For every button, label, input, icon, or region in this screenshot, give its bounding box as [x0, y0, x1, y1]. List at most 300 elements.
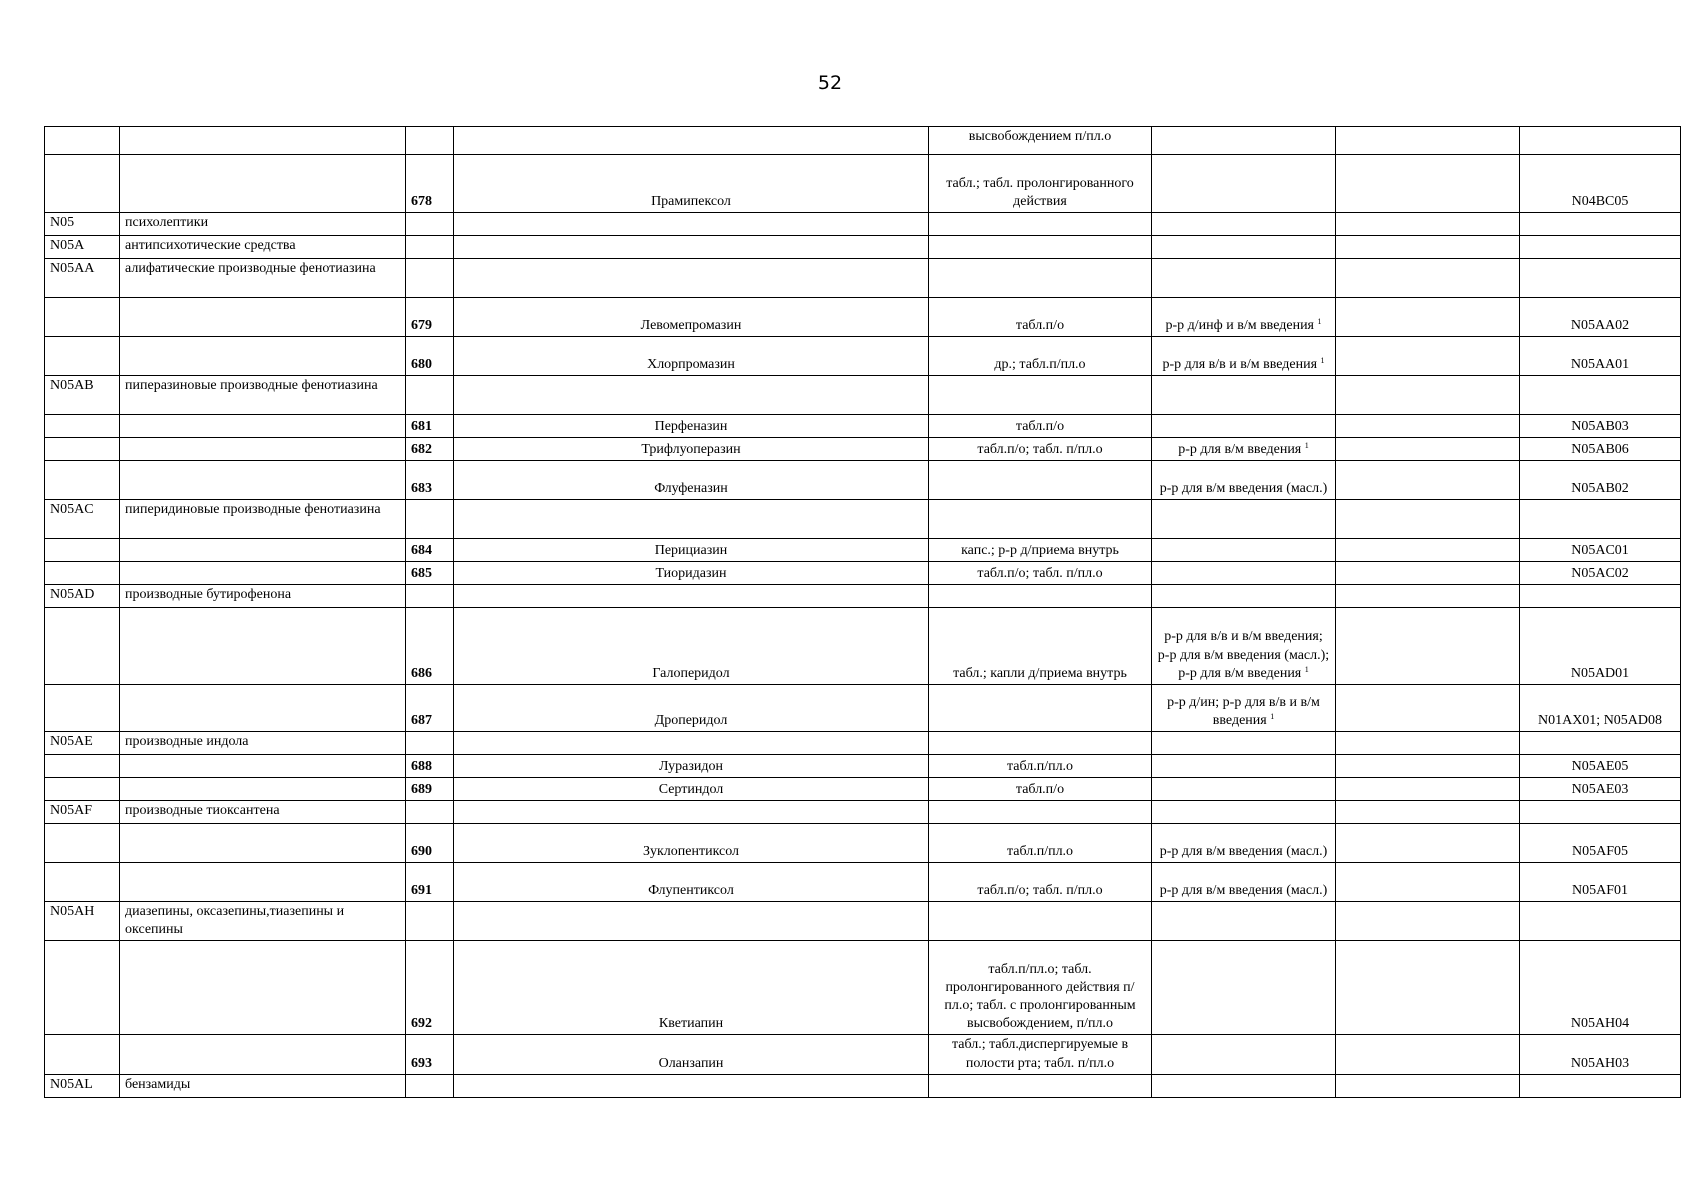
group-name-cell: [120, 259, 406, 298]
atc-code-cell: [45, 562, 120, 585]
atc-code-cell-text: N05AH: [50, 904, 95, 919]
drug-atc-code-cell: [1520, 259, 1681, 298]
table-row: [45, 941, 1681, 1035]
drug-name-cell: [454, 824, 929, 863]
group-name-cell: [120, 213, 406, 236]
table-row: [45, 755, 1681, 778]
dosage-form-cell: [929, 155, 1152, 213]
drug-atc-code-cell-text: N05AB03: [1571, 418, 1629, 434]
atc-code-cell-text: N05: [50, 215, 75, 230]
row-number-cell-text: 684: [411, 542, 432, 558]
atc-code-cell: [45, 127, 120, 155]
dosage-form-cell: [929, 585, 1152, 608]
drug-name-cell-text: Луразидон: [659, 758, 723, 774]
drug-atc-code-cell: [1520, 801, 1681, 824]
drug-name-cell-text: Прамипексол: [651, 193, 731, 209]
atc-code-cell: [45, 585, 120, 608]
dosage-form-cell: [929, 902, 1152, 941]
group-name-cell: [120, 500, 406, 539]
atc-code-cell-text: N05AC: [50, 502, 94, 517]
drug-name-cell: [454, 1035, 929, 1074]
row-number-cell-text: 687: [411, 712, 432, 728]
drug-atc-code-cell: [1520, 863, 1681, 902]
extra-cell: [1336, 155, 1520, 213]
dosage-form-cell-text: табл.п/о: [1015, 781, 1065, 797]
extra-cell: [1336, 438, 1520, 461]
extra-cell: [1336, 415, 1520, 438]
injectable-form-cell: [1152, 585, 1336, 608]
drug-atc-code-cell: [1520, 213, 1681, 236]
dosage-form-cell: [929, 415, 1152, 438]
drug-atc-code-cell-text: N05AA01: [1570, 356, 1630, 372]
row-number-cell: [406, 732, 454, 755]
drug-atc-code-cell-text: N05AB02: [1571, 480, 1629, 496]
dosage-form-cell-text: табл.п/о; табл. п/пл.о: [977, 565, 1103, 581]
injectable-form-cell: [1152, 1035, 1336, 1074]
row-number-cell: [406, 778, 454, 801]
injectable-form-cell-text: р-р д/инф и в/м введения: [1165, 317, 1314, 333]
table-row: [45, 298, 1681, 337]
atc-code-cell: [45, 155, 120, 213]
drug-name-cell-text: Левомепромазин: [640, 317, 742, 333]
atc-code-cell: [45, 236, 120, 259]
footnote-mark: 1: [1320, 355, 1325, 365]
row-number-cell: [406, 539, 454, 562]
dosage-form-cell: [929, 1035, 1152, 1074]
row-number-cell: [406, 213, 454, 236]
injectable-form-cell: [1152, 801, 1336, 824]
row-number-cell-text: 688: [411, 758, 432, 774]
injectable-form-cell: [1152, 562, 1336, 585]
group-name-cell: [120, 1035, 406, 1074]
atc-code-cell: [45, 539, 120, 562]
drug-name-cell: [454, 755, 929, 778]
injectable-form-cell-text: р-р для в/м введения (масл.): [1159, 843, 1328, 859]
atc-code-cell: [45, 1035, 120, 1074]
extra-cell: [1336, 500, 1520, 539]
atc-code-cell: [45, 755, 120, 778]
injectable-form-cell-text: р-р для в/в и в/м введения; р-р для в/м введения (масл.); р-р для в/м введения: [1157, 629, 1330, 681]
drug-name-cell: [454, 941, 929, 1035]
row-number-cell: [406, 1074, 454, 1097]
row-number-cell-text: 685: [411, 565, 432, 581]
drug-name-cell: [454, 415, 929, 438]
extra-cell: [1336, 376, 1520, 415]
atc-code-cell-text: N05A: [50, 238, 85, 253]
injectable-form-cell: [1152, 863, 1336, 902]
drug-atc-code-cell: [1520, 298, 1681, 337]
row-number-cell-text: 679: [411, 317, 432, 333]
drug-name-cell: [454, 337, 929, 376]
table-row: [45, 732, 1681, 755]
injectable-form-cell: [1152, 685, 1336, 732]
drug-name-cell: [454, 732, 929, 755]
row-number-cell: [406, 500, 454, 539]
dosage-form-cell: [929, 461, 1152, 500]
drug-atc-code-cell-text: N01AX01; N05AD08: [1537, 712, 1663, 728]
extra-cell: [1336, 539, 1520, 562]
drug-name-cell: [454, 801, 929, 824]
group-name-cell: [120, 755, 406, 778]
drug-atc-code-cell-text: N05AF01: [1571, 882, 1628, 898]
row-number-cell: [406, 685, 454, 732]
drug-atc-code-cell: [1520, 824, 1681, 863]
dosage-form-cell-text: др.; табл.п/пл.о: [994, 356, 1086, 372]
atc-code-cell: [45, 461, 120, 500]
extra-cell: [1336, 685, 1520, 732]
drug-atc-code-cell: [1520, 438, 1681, 461]
dosage-form-cell: [929, 259, 1152, 298]
row-number-cell-text: 690: [411, 843, 432, 859]
table-row: [45, 863, 1681, 902]
extra-cell: [1336, 298, 1520, 337]
injectable-form-cell: [1152, 376, 1336, 415]
atc-code-cell: [45, 608, 120, 685]
drug-atc-code-cell: [1520, 732, 1681, 755]
table-body: [45, 127, 1681, 1098]
drug-name-cell: [454, 127, 929, 155]
dosage-form-cell-text: табл.п/пл.о: [1006, 843, 1074, 859]
table-row: [45, 415, 1681, 438]
injectable-form-cell-text: р-р д/ин; р-р для в/в и в/м введения: [1167, 694, 1320, 728]
extra-cell: [1336, 1074, 1520, 1097]
injectable-form-cell: [1152, 415, 1336, 438]
drug-atc-code-cell: [1520, 127, 1681, 155]
extra-cell: [1336, 213, 1520, 236]
drug-atc-code-cell: [1520, 1074, 1681, 1097]
drug-atc-code-cell: [1520, 461, 1681, 500]
atc-code-cell-text: N05AB: [50, 378, 94, 393]
dosage-form-cell-text: табл.; табл.диспергируемые в полости рта; табл. п/пл.о: [951, 1037, 1129, 1071]
dosage-form-cell: [929, 500, 1152, 539]
dosage-form-cell-text: табл.п/о; табл. п/пл.о: [977, 882, 1103, 898]
table-row: [45, 236, 1681, 259]
group-name-cell-text: алифатические производные фенотиазина: [125, 261, 376, 276]
page-number: 52: [817, 72, 843, 94]
drug-atc-code-cell: [1520, 155, 1681, 213]
dosage-form-cell: [929, 608, 1152, 685]
group-name-cell: [120, 685, 406, 732]
table-row: [45, 155, 1681, 213]
dosage-form-cell: [929, 755, 1152, 778]
row-number-cell-text: 681: [411, 418, 432, 434]
atc-code-cell: [45, 1074, 120, 1097]
group-name-cell: [120, 337, 406, 376]
dosage-form-cell: [929, 685, 1152, 732]
row-number-cell: [406, 259, 454, 298]
drug-name-cell: [454, 500, 929, 539]
drug-name-cell-text: Перициазин: [654, 542, 728, 558]
dosage-form-cell: [929, 778, 1152, 801]
drug-atc-code-cell: [1520, 585, 1681, 608]
extra-cell: [1336, 902, 1520, 941]
drug-name-cell: [454, 438, 929, 461]
drug-name-cell: [454, 213, 929, 236]
dosage-form-cell-text: табл.; табл. пролонгированного действия: [946, 175, 1134, 209]
atc-code-cell-text: N05AF: [50, 803, 93, 818]
atc-code-cell: [45, 298, 120, 337]
group-name-cell: [120, 298, 406, 337]
extra-cell: [1336, 236, 1520, 259]
group-name-cell: [120, 461, 406, 500]
group-name-cell-text: производные бутирофенона: [125, 587, 292, 602]
atc-code-cell-text: N05AE: [50, 734, 93, 749]
group-name-cell: [120, 902, 406, 941]
drug-name-cell: [454, 298, 929, 337]
drug-name-cell: [454, 863, 929, 902]
injectable-form-cell-text: р-р для в/м введения (масл.): [1159, 480, 1328, 496]
row-number-cell-text: 686: [411, 665, 432, 681]
drug-name-cell-text: Зуклопентиксол: [642, 843, 740, 859]
footnote-mark: 1: [1270, 711, 1275, 721]
atc-code-cell: [45, 902, 120, 941]
group-name-cell: [120, 438, 406, 461]
atc-code-cell: [45, 500, 120, 539]
table-row: [45, 685, 1681, 732]
dosage-form-cell: [929, 732, 1152, 755]
atc-code-cell: [45, 801, 120, 824]
dosage-form-cell-text: табл.п/о: [1015, 317, 1065, 333]
group-name-cell: [120, 1074, 406, 1097]
row-number-cell: [406, 801, 454, 824]
table-row: [45, 778, 1681, 801]
group-name-cell: [120, 562, 406, 585]
dosage-form-cell: [929, 236, 1152, 259]
atc-code-cell: [45, 438, 120, 461]
row-number-cell: [406, 608, 454, 685]
dosage-form-cell: [929, 298, 1152, 337]
injectable-form-cell: [1152, 438, 1336, 461]
atc-code-cell: [45, 415, 120, 438]
atc-code-cell: [45, 824, 120, 863]
injectable-form-cell: [1152, 824, 1336, 863]
drug-name-cell-text: Кветиапин: [658, 1016, 724, 1032]
injectable-form-cell: [1152, 608, 1336, 685]
dosage-form-cell-text: табл.п/пл.о; табл. пролонгированного действия п/пл.о; табл. с пролонгированным высвобождением, п/пл.о: [944, 961, 1136, 1032]
row-number-cell: [406, 824, 454, 863]
drug-atc-code-cell-text: N05AB06: [1571, 441, 1629, 457]
drug-atc-code-cell: [1520, 1035, 1681, 1074]
row-number-cell-text: 692: [411, 1016, 432, 1032]
dosage-form-cell: [929, 213, 1152, 236]
drug-atc-code-cell-text: N05AE05: [1571, 758, 1629, 774]
table-row: [45, 127, 1681, 155]
row-number-cell: [406, 236, 454, 259]
drug-atc-code-cell-text: N05AF05: [1571, 843, 1628, 859]
atc-code-cell: [45, 685, 120, 732]
drug-name-cell: [454, 778, 929, 801]
row-number-cell: [406, 461, 454, 500]
drug-name-cell: [454, 259, 929, 298]
row-number-cell-text: 678: [411, 193, 432, 209]
row-number-cell: [406, 127, 454, 155]
drug-atc-code-cell-text: N05AD01: [1570, 665, 1630, 681]
drug-atc-code-cell-text: N05AC02: [1571, 565, 1629, 581]
row-number-cell: [406, 755, 454, 778]
group-name-cell: [120, 732, 406, 755]
dosage-form-cell: [929, 438, 1152, 461]
injectable-form-cell: [1152, 500, 1336, 539]
table-row: [45, 337, 1681, 376]
group-name-cell-text: пиперазиновые производные фенотиазина: [125, 378, 378, 393]
atc-code-cell: [45, 941, 120, 1035]
row-number-cell: [406, 863, 454, 902]
group-name-cell-text: пиперидиновые производные фенотиазина: [125, 502, 381, 517]
row-number-cell: [406, 376, 454, 415]
group-name-cell-text: бензамиды: [125, 1076, 191, 1092]
row-number-cell: [406, 438, 454, 461]
group-name-cell-text: психолептики: [125, 215, 209, 230]
table-row: [45, 461, 1681, 500]
injectable-form-cell: [1152, 155, 1336, 213]
injectable-form-cell: [1152, 902, 1336, 941]
drug-name-cell-text: Флупентиксол: [648, 882, 734, 898]
footnote-mark: 1: [1304, 664, 1309, 674]
drug-name-cell-text: Галоперидол: [652, 665, 730, 681]
dosage-form-cell: [929, 801, 1152, 824]
group-name-cell: [120, 155, 406, 213]
injectable-form-cell: [1152, 337, 1336, 376]
group-name-cell: [120, 941, 406, 1035]
drug-atc-code-cell-text: N05AH03: [1570, 1055, 1630, 1071]
group-name-cell-text: производные индола: [125, 734, 249, 749]
footnote-mark: 1: [1317, 316, 1322, 326]
extra-cell: [1336, 608, 1520, 685]
table-row: [45, 1074, 1681, 1097]
atc-code-cell: [45, 259, 120, 298]
extra-cell: [1336, 801, 1520, 824]
injectable-form-cell: [1152, 778, 1336, 801]
group-name-cell-text: антипсихотические средства: [125, 238, 296, 253]
injectable-form-cell: [1152, 213, 1336, 236]
row-number-cell-text: 682: [411, 441, 432, 457]
drug-atc-code-cell: [1520, 778, 1681, 801]
table-row: [45, 801, 1681, 824]
drug-name-cell: [454, 585, 929, 608]
atc-code-cell-text: N05AL: [50, 1076, 93, 1092]
atc-code-cell: [45, 863, 120, 902]
injectable-form-cell-text: р-р для в/м введения (масл.): [1159, 882, 1328, 898]
drug-name-cell: [454, 685, 929, 732]
drug-atc-code-cell: [1520, 337, 1681, 376]
row-number-cell: [406, 941, 454, 1035]
drug-atc-code-cell-text: N05AE03: [1571, 781, 1629, 797]
drug-atc-code-cell: [1520, 941, 1681, 1035]
atc-code-cell: [45, 337, 120, 376]
dosage-form-cell: [929, 824, 1152, 863]
extra-cell: [1336, 562, 1520, 585]
row-number-cell: [406, 902, 454, 941]
drug-atc-code-cell-text: N05AC01: [1571, 542, 1629, 558]
atc-code-cell: [45, 376, 120, 415]
atc-code-cell-text: N05AA: [50, 261, 95, 276]
row-number-cell: [406, 298, 454, 337]
drug-name-cell: [454, 155, 929, 213]
group-name-cell: [120, 863, 406, 902]
dosage-form-cell-text: капс.; р-р д/приема внутрь: [961, 542, 1119, 558]
injectable-form-cell: [1152, 461, 1336, 500]
injectable-form-cell-text: р-р для в/м введения: [1178, 441, 1302, 457]
drug-list-table: [44, 126, 1681, 1098]
drug-name-cell-text: Флуфеназин: [654, 480, 728, 496]
drug-name-cell-text: Тиоридазин: [655, 565, 727, 581]
drug-atc-code-cell: [1520, 562, 1681, 585]
row-number-cell: [406, 1035, 454, 1074]
atc-code-cell-text: N05AD: [50, 587, 95, 602]
table-row: [45, 213, 1681, 236]
extra-cell: [1336, 259, 1520, 298]
atc-code-cell: [45, 732, 120, 755]
dosage-form-cell-text: табл.; капли д/приема внутрь: [953, 665, 1127, 681]
row-number-cell: [406, 337, 454, 376]
group-name-cell-text: диазепины, оксазепины,тиазепины и оксепины: [125, 904, 345, 938]
drug-atc-code-cell: [1520, 755, 1681, 778]
dosage-form-cell: [929, 127, 1152, 155]
injectable-form-cell: [1152, 259, 1336, 298]
table-row: [45, 438, 1681, 461]
table-row: [45, 824, 1681, 863]
dosage-form-cell: [929, 1074, 1152, 1097]
drug-atc-code-cell: [1520, 685, 1681, 732]
drug-name-cell-text: Дроперидол: [654, 712, 728, 728]
row-number-cell: [406, 562, 454, 585]
table-row: [45, 585, 1681, 608]
table-row: [45, 902, 1681, 941]
extra-cell: [1336, 732, 1520, 755]
dosage-form-cell: [929, 562, 1152, 585]
drug-atc-code-cell: [1520, 236, 1681, 259]
footnote-mark: 1: [1304, 440, 1309, 450]
dosage-form-cell: [929, 376, 1152, 415]
drug-atc-code-cell: [1520, 539, 1681, 562]
row-number-cell-text: 683: [411, 480, 432, 496]
drug-atc-code-cell: [1520, 608, 1681, 685]
extra-cell: [1336, 755, 1520, 778]
drug-atc-code-cell-text: N05AH04: [1570, 1016, 1630, 1032]
row-number-cell: [406, 155, 454, 213]
group-name-cell: [120, 801, 406, 824]
injectable-form-cell: [1152, 941, 1336, 1035]
table-row: [45, 608, 1681, 685]
extra-cell: [1336, 941, 1520, 1035]
drug-name-cell-text: Хлорпромазин: [647, 356, 735, 372]
dosage-form-cell-text: табл.п/о; табл. п/пл.о: [977, 441, 1103, 457]
drug-atc-code-cell: [1520, 902, 1681, 941]
injectable-form-cell: [1152, 755, 1336, 778]
row-number-cell-text: 689: [411, 781, 432, 797]
injectable-form-cell: [1152, 539, 1336, 562]
table-row: [45, 1035, 1681, 1074]
row-number-cell: [406, 415, 454, 438]
drug-name-cell: [454, 1074, 929, 1097]
group-name-cell: [120, 608, 406, 685]
dosage-form-cell: [929, 863, 1152, 902]
drug-name-cell-text: Сертиндол: [658, 781, 724, 797]
drug-name-cell: [454, 236, 929, 259]
dosage-form-cell: [929, 539, 1152, 562]
drug-name-cell: [454, 376, 929, 415]
extra-cell: [1336, 127, 1520, 155]
extra-cell: [1336, 461, 1520, 500]
row-number-cell-text: 693: [411, 1055, 432, 1071]
table-row: [45, 562, 1681, 585]
drug-name-cell: [454, 539, 929, 562]
dosage-form-cell: [929, 337, 1152, 376]
drug-name-cell: [454, 902, 929, 941]
extra-cell: [1336, 337, 1520, 376]
drug-name-cell-text: Перфеназин: [654, 418, 728, 434]
drug-name-cell-text: Трифлуоперазин: [641, 441, 741, 457]
